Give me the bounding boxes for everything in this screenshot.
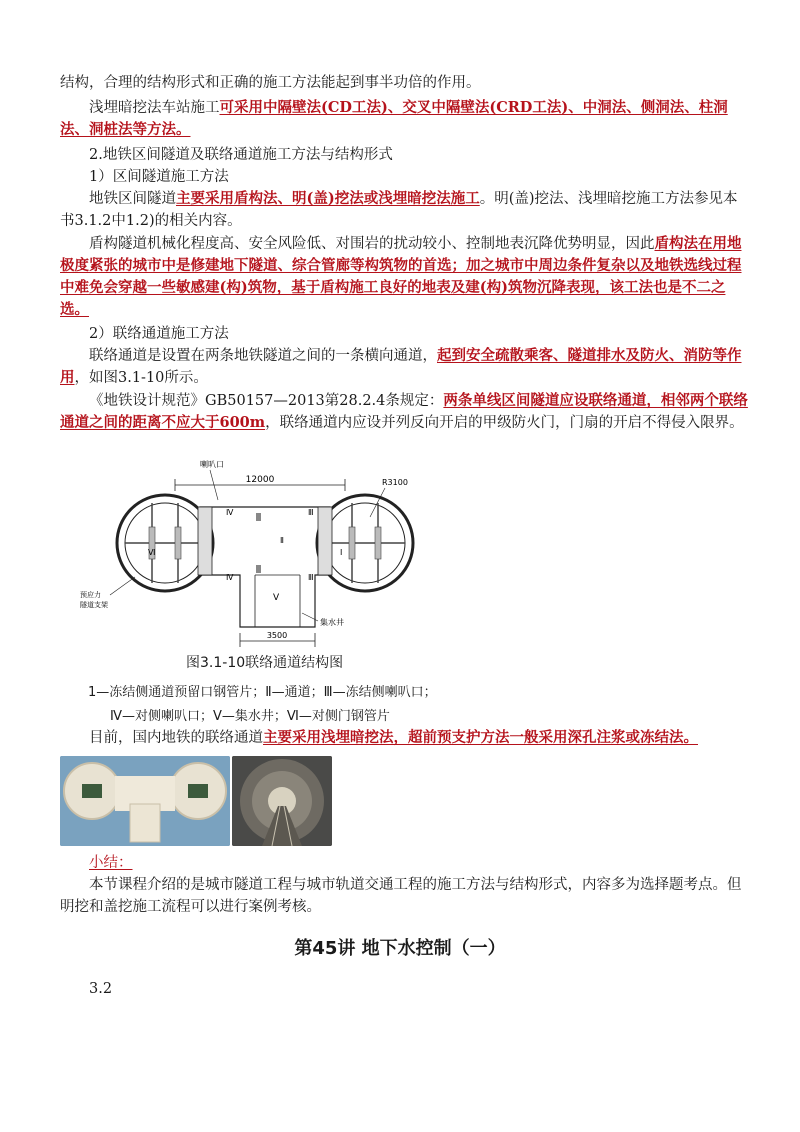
summary-label-line [60, 852, 750, 874]
radius-label: R3100 [382, 478, 408, 487]
region-IV-label: Ⅳ [226, 573, 234, 582]
left-opening-segment [198, 507, 212, 575]
heading-tunnel-methods: 2.地铁区间隧道及联络通道施工方法与结构形式 [89, 147, 393, 163]
connecting-passage-structure-diagram [80, 455, 450, 655]
model-illustration [60, 756, 230, 846]
passage-outline [200, 507, 330, 627]
summary-label: 小结： [89, 855, 133, 871]
tunnel-illustration [232, 756, 332, 846]
summary-paragraph: 本节课程介绍的是城市隧道工程与城市轨道交通工程的施工方法与结构形式，内容多为选择题考点。但明挖和盖挖施工流程可以进行案例考核。 [60, 877, 742, 915]
figure-caption: 图3.1-10联络通道结构图 [186, 655, 344, 671]
region-V-label: Ⅴ [273, 593, 280, 603]
region-II-label: Ⅱ [280, 536, 284, 545]
highlight-text: 主要采用浅埋暗挖法，超前预支护方法一般采用深孔注浆或冻结法。 [263, 729, 698, 746]
paragraph-5: 地铁区间隧道主要采用盾构法、明(盖)挖法或浅埋暗挖法施工。明(盖)挖法、浅埋暗挖施工方法参见本书3.1.2中1.2)的相关内容。 [60, 190, 738, 229]
highlight-text: 主要采用盾构法、明(盖)挖法或浅埋暗挖法施工 [176, 190, 480, 207]
connecting-passage-model-photo [60, 756, 230, 846]
right-support-block [375, 527, 381, 559]
dimension-3500-label: 3500 [266, 631, 288, 640]
column-stub [256, 565, 261, 573]
train-right [188, 784, 208, 798]
paragraph-8: 联络通道是设置在两条地铁隧道之间的一条横向通道，起到安全疏散乘客、隧道排水及防火、消防等作用，如图3.1-10所示。 [60, 347, 742, 386]
figure-legend-line1: 1—冻结侧通道预留口钢管片；Ⅱ—通道；Ⅲ—冻结侧喇叭口； [88, 685, 437, 700]
lecture-title: 第45讲 地下水控制（一） [294, 938, 506, 959]
support-label-line2: 隧道支架 [80, 601, 108, 609]
paragraph-2: 浅埋暗挖法车站施工可采用中隔壁法(CD工法)、交叉中隔壁法(CRD工法)、中洞法、侧洞法、柱洞法、洞桩法等方法。 [60, 99, 728, 138]
section-number: 3.2 [89, 981, 113, 997]
sump-label: 集水井 [320, 618, 344, 627]
paragraph-10: 目前，国内地铁的联络通道主要采用浅埋暗挖法，超前预支护方法一般采用深孔注浆或冻结法。 [89, 729, 698, 746]
highlight-text: 盾构法在用地极度紧张的城市中是修建地下隧道、综合管廊等构筑物的首选；加之城市中周边条件复杂以及地铁选线过程中难免会穿越一些敏感建(构)筑物，基于盾构施工良好的地表及建(构)筑物沉降表现，该工法也是不二之选。 [60, 235, 742, 318]
right-support-block [349, 527, 355, 559]
tunnel-interior-photo [232, 756, 332, 846]
column-stub [256, 513, 261, 521]
support-label-line1: 预应力 [80, 591, 101, 599]
subheading-connecting-passage: 2）联络通道施工方法 [89, 326, 229, 342]
highlight-text: 起到安全疏散乘客、隧道排水及防火、消防等作用 [60, 347, 742, 386]
right-opening-segment [318, 507, 332, 575]
region-I-label: Ⅰ [340, 548, 343, 557]
region-III-label: Ⅲ [308, 573, 314, 582]
region-III-label: Ⅲ [308, 508, 314, 517]
train-left [82, 784, 102, 798]
highlight-text: 可采用中隔壁法(CD工法)、交叉中隔壁法(CRD工法)、中洞法、侧洞法、柱洞法、洞桩法等方法。 [60, 99, 728, 138]
figure-legend-line2: Ⅳ—对侧喇叭口；Ⅴ—集水井；Ⅵ—对侧门钢管片 [110, 709, 390, 724]
shaft-block [130, 804, 160, 842]
subheading-section-tunnel: 1）区间隧道施工方法 [89, 169, 229, 185]
horn-mouth-label: 喇叭口 [200, 460, 224, 469]
leader-line [110, 577, 135, 595]
paragraph-9: 《地铁设计规范》GB50157—2013第28.2.4条规定：两条单线区间隧道应设联络通道，相邻两个联络通道之间的距离不应大于600m，联络通道内应设并列反向开启的甲级防火门，门扇的开启不得侵入限界。 [60, 392, 748, 431]
dimension-12000-label: 12000 [245, 475, 275, 485]
region-IV-label: Ⅳ [226, 508, 234, 517]
left-support-block [175, 527, 181, 559]
paragraph-1: 结构，合理的结构形式和正确的施工方法能起到事半功倍的作用。 [60, 75, 481, 91]
highlight-text: 两条单线区间隧道应设联络通道，相邻两个联络通道之间的距离不应大于600m [60, 392, 748, 431]
paragraph-6: 盾构隧道机械化程度高、安全风险低、对围岩的扰动较小、控制地表沉降优势明显，因此盾构法在用地极度紧张的城市中是修建地下隧道、综合管廊等构筑物的首选；加之城市中周边条件复杂以及地铁选线过程中难免会穿越一些敏感建(构)筑物，基于盾构施工良好的地表及建(构)筑物沉降表现，该工法也是不二之选。 [60, 235, 742, 318]
region-VI-label: Ⅵ [148, 548, 156, 557]
